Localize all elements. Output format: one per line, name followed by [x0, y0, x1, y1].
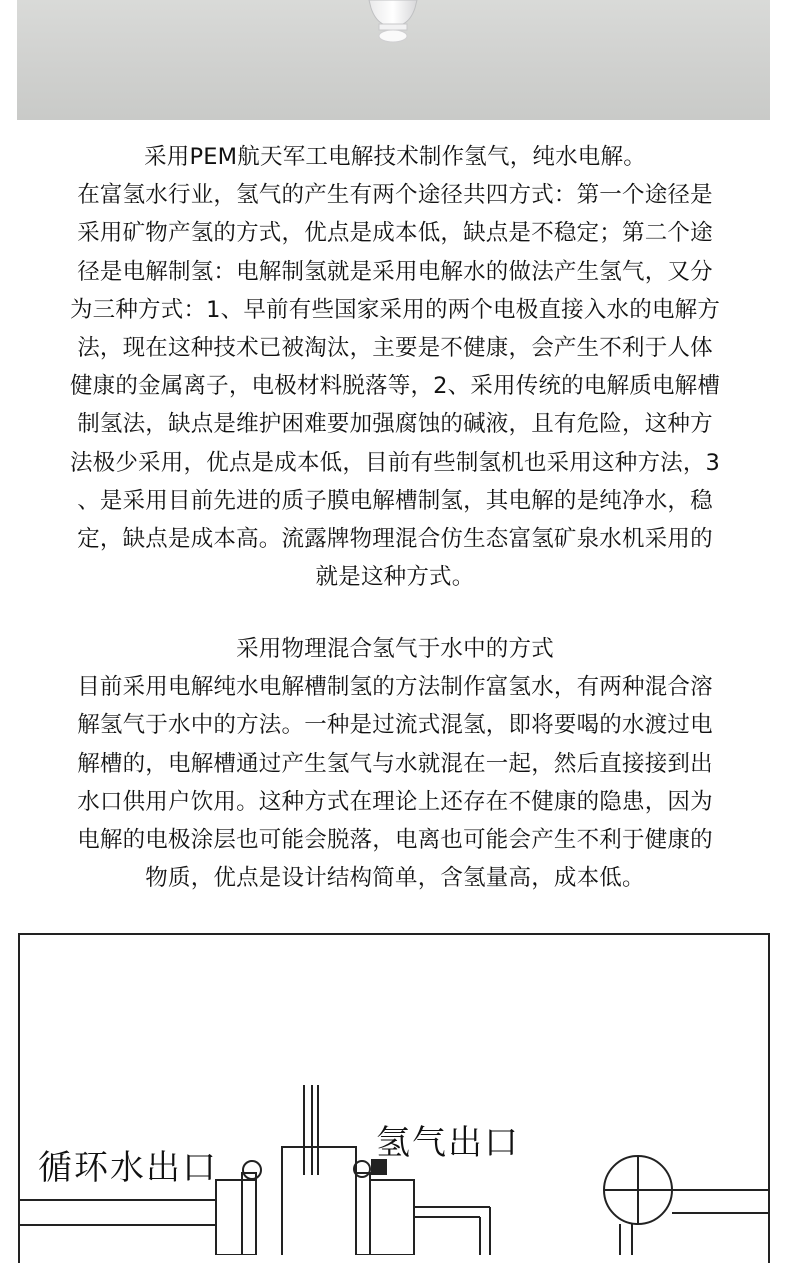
- section-heading: 采用物理混合氢气于水中的方式: [236, 636, 554, 662]
- text-line: 法极少采用，优点是成本低，目前有些制氢机也采用这种方法，3: [69, 449, 721, 476]
- text-line: 、是采用目前先进的质子膜电解槽制氢，其电解的是纯净水，稳: [77, 487, 713, 514]
- circulation-water-outlet-label: 循环水出口: [38, 1148, 218, 1188]
- product-photo: [17, 0, 770, 120]
- text-line: 采用PEM航天军工电解技术制作氢气，纯水电解。: [144, 144, 646, 170]
- text-line: 法，现在这种技术已被淘汰，主要是不健康，会产生不利于人体: [77, 335, 713, 362]
- physical-mixing-paragraph: [34, 630, 756, 897]
- text-line: 解氢气于水中的方法。一种是过流式混氢，即将要喝的水渡过电: [77, 712, 713, 739]
- text-line: 物质，优点是设计结构简单，含氢量高，成本低。: [145, 865, 645, 892]
- text-line: 制氢法，缺点是维护困难要加强腐蚀的碱液，且有危险，这种方: [77, 411, 713, 438]
- pem-electrolysis-paragraph: [34, 138, 756, 596]
- text-line: 目前采用电解纯水电解槽制氢的方法制作富氢水，有两种混合溶: [77, 674, 713, 701]
- electrolysis-diagram: [18, 933, 770, 1263]
- text-line: 在富氢水行业，氢气的产生有两个途径共四方式：第一个途径是: [77, 182, 713, 209]
- text-line: 健康的金属离子，电极材料脱落等，2、采用传统的电解质电解槽: [69, 373, 721, 400]
- text-line: 解槽的，电解槽通过产生氢气与水就混在一起，然后直接接到出: [77, 750, 713, 777]
- text-line: 就是这种方式。: [315, 564, 475, 591]
- text-line: 水口供用户饮用。这种方式在理论上还存在不健康的隐患，因为: [77, 788, 713, 815]
- diagram-drawing: [20, 935, 770, 1255]
- text-line: 采用矿物产氢的方式，优点是成本低，缺点是不稳定；第二个途: [77, 220, 713, 247]
- product-photo-graphic: [17, 0, 770, 120]
- hydrogen-outlet-label: 氢气出口: [376, 1123, 520, 1163]
- text-line: 电解的电极涂层也可能会脱落，电离也可能会产生不利于健康的: [77, 827, 713, 854]
- text-line: 径是电解制氢：电解制氢就是采用电解水的做法产生氢气，又分: [77, 258, 713, 285]
- text-line: 为三种方式：1、早前有些国家采用的两个电极直接入水的电解方: [69, 296, 721, 323]
- text-line: 定，缺点是成本高。流露牌物理混合仿生态富氢矿泉水机采用的: [77, 526, 713, 553]
